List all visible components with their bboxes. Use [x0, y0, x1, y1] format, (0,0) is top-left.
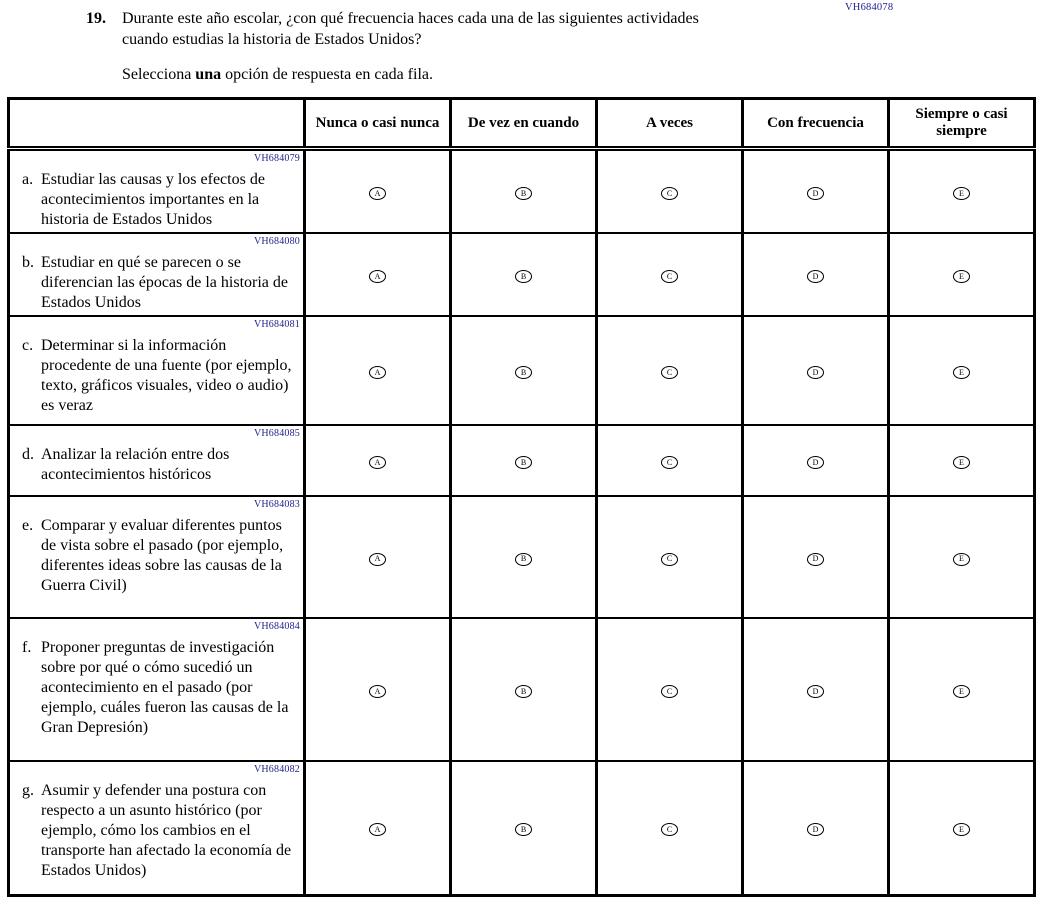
activity-stem: [9, 149, 305, 234]
option-cell: [743, 316, 889, 425]
table-row-b: [9, 233, 1035, 316]
instruction-suffix: opción de respuesta en cada fila.: [225, 66, 433, 83]
instruction-text: [122, 65, 766, 85]
option-bubble-c[interactable]: C: [661, 366, 678, 379]
option-cell: [597, 316, 743, 425]
option-bubble-b[interactable]: B: [515, 270, 532, 283]
option-bubble-b[interactable]: B: [515, 456, 532, 469]
item-code: VH684082: [253, 764, 300, 775]
row-text: Comparar y evaluar diferentes puntos de vista sobre el pasado (por ejemplo, diferentes ideas sobre las causas de la Guerra Civil): [41, 517, 284, 594]
option-cell: [451, 425, 597, 496]
item-accession-code: VH684078: [845, 2, 894, 13]
column-header-nunca: Nunca o casi nunca: [305, 99, 451, 149]
option-bubble-d[interactable]: D: [807, 553, 824, 566]
option-cell: [889, 618, 1035, 761]
option-cell: [451, 496, 597, 618]
option-bubble-e[interactable]: E: [953, 685, 970, 698]
table-row-e: [9, 496, 1035, 618]
table-row-c: [9, 316, 1035, 425]
option-bubble-e[interactable]: E: [953, 823, 970, 836]
option-cell: [305, 496, 451, 618]
option-bubble-d[interactable]: D: [807, 456, 824, 469]
row-text: Proponer preguntas de investigación sobre por qué o cómo sucedió un acontecimiento en el pasado (por ejemplo, cuáles fueron las causas de la Gran Depresión): [41, 639, 289, 736]
option-bubble-a[interactable]: A: [369, 456, 386, 469]
option-bubble-a[interactable]: A: [369, 823, 386, 836]
table-row-g: [9, 761, 1035, 895]
option-bubble-e[interactable]: E: [953, 456, 970, 469]
item-code: VH684081: [253, 319, 300, 330]
option-cell: [889, 761, 1035, 895]
option-cell: [597, 149, 743, 234]
activity-stem: [9, 618, 305, 761]
table-row-a: [9, 149, 1035, 234]
item-code: VH684085: [253, 428, 300, 439]
option-cell: [451, 149, 597, 234]
option-bubble-c[interactable]: C: [661, 823, 678, 836]
row-letter: a.: [22, 171, 34, 188]
option-cell: [743, 761, 889, 895]
option-bubble-b[interactable]: B: [515, 187, 532, 200]
item-code: VH684083: [253, 499, 300, 510]
option-cell: [597, 425, 743, 496]
option-bubble-c[interactable]: C: [661, 270, 678, 283]
option-cell: [451, 618, 597, 761]
column-header-de-vez-en-cuando: De vez en cuando: [451, 99, 597, 149]
option-cell: [451, 761, 597, 895]
row-text: Estudiar las causas y los efectos de acontecimientos importantes en la historia de Estados Unidos: [41, 171, 265, 228]
option-bubble-e[interactable]: E: [953, 366, 970, 379]
option-cell: [743, 233, 889, 316]
option-cell: [743, 618, 889, 761]
question-block: [86, 8, 766, 85]
option-bubble-d[interactable]: D: [807, 366, 824, 379]
option-bubble-a[interactable]: A: [369, 366, 386, 379]
option-cell: [597, 233, 743, 316]
option-bubble-c[interactable]: C: [661, 553, 678, 566]
row-text: Analizar la relación entre dos acontecimientos históricos: [41, 446, 230, 483]
row-letter: b.: [22, 254, 34, 271]
instruction-prefix: Selecciona: [122, 66, 192, 83]
row-letter: d.: [22, 446, 34, 463]
column-header-a-veces: A veces: [597, 99, 743, 149]
response-matrix: [7, 97, 1036, 897]
option-cell: [597, 618, 743, 761]
option-bubble-b[interactable]: B: [515, 366, 532, 379]
option-bubble-d[interactable]: D: [807, 270, 824, 283]
option-cell: [597, 496, 743, 618]
option-cell: [451, 316, 597, 425]
question-text: Durante este año escolar, ¿con qué frecuencia haces cada una de las siguientes actividades cuando estudias la historia de Estados Unidos?: [122, 10, 699, 48]
option-cell: [889, 316, 1035, 425]
activity-stem: [9, 761, 305, 895]
header-row: [9, 99, 1035, 149]
option-bubble-e[interactable]: E: [953, 553, 970, 566]
row-letter: f.: [22, 639, 32, 656]
option-cell: [305, 149, 451, 234]
option-bubble-a[interactable]: A: [369, 553, 386, 566]
activity-stem: [9, 316, 305, 425]
option-bubble-a[interactable]: A: [369, 685, 386, 698]
option-cell: [305, 316, 451, 425]
option-cell: [889, 496, 1035, 618]
option-bubble-d[interactable]: D: [807, 823, 824, 836]
option-bubble-b[interactable]: B: [515, 553, 532, 566]
activity-stem: [9, 233, 305, 316]
column-header-con-frecuencia: Con frecuencia: [743, 99, 889, 149]
row-letter: c.: [22, 337, 34, 354]
option-cell: [889, 425, 1035, 496]
row-text: Asumir y defender una postura con respecto a un asunto histórico (por ejemplo, cómo los cambios en el transporte han afectado la economía de Estados Unidos): [41, 782, 292, 879]
option-cell: [743, 496, 889, 618]
option-bubble-e[interactable]: E: [953, 270, 970, 283]
option-bubble-a[interactable]: A: [369, 187, 386, 200]
option-cell: [305, 425, 451, 496]
corner-cell: [9, 99, 305, 149]
option-cell: [597, 761, 743, 895]
row-text: Determinar si la información procedente de una fuente (por ejemplo, texto, gráficos visuales, video o audio) es veraz: [41, 337, 292, 414]
option-cell: [305, 618, 451, 761]
option-cell: [305, 761, 451, 895]
table-row-d: [9, 425, 1035, 496]
option-bubble-d[interactable]: D: [807, 685, 824, 698]
option-cell: [451, 233, 597, 316]
option-cell: [305, 233, 451, 316]
option-bubble-e[interactable]: E: [953, 187, 970, 200]
option-bubble-b[interactable]: B: [515, 823, 532, 836]
instruction-bold-word: una: [195, 66, 222, 83]
item-code: VH684084: [253, 621, 300, 632]
question-number: 19.: [86, 10, 106, 27]
row-letter: e.: [22, 517, 34, 534]
option-bubble-c[interactable]: C: [661, 187, 678, 200]
option-bubble-b[interactable]: B: [515, 685, 532, 698]
option-bubble-a[interactable]: A: [369, 270, 386, 283]
item-code: VH684079: [253, 153, 300, 164]
option-bubble-c[interactable]: C: [661, 685, 678, 698]
item-code: VH684080: [253, 236, 300, 247]
activity-stem: [9, 496, 305, 618]
row-text: Estudiar en qué se parecen o se diferencian las épocas de la historia de Estados Unidos: [41, 254, 288, 311]
option-cell: [743, 149, 889, 234]
column-header-siempre: Siempre o casi siempre: [889, 99, 1035, 149]
option-bubble-d[interactable]: D: [807, 187, 824, 200]
option-bubble-c[interactable]: C: [661, 456, 678, 469]
row-letter: g.: [22, 782, 34, 799]
option-cell: [743, 425, 889, 496]
activity-stem: [9, 425, 305, 496]
option-cell: [889, 233, 1035, 316]
option-cell: [889, 149, 1035, 234]
table-row-f: [9, 618, 1035, 761]
